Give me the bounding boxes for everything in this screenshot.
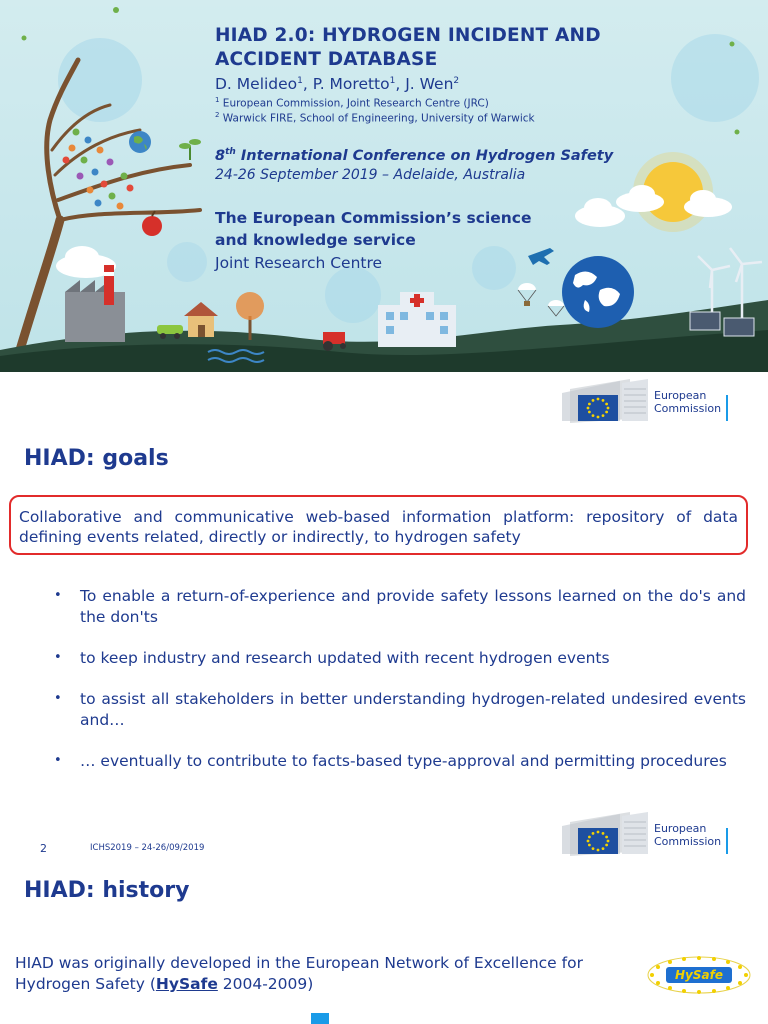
ec-logo-line1: European — [654, 822, 707, 835]
goal-definition-box: Collaborative and communicative web-based information platform: repository of data defining events related, directly or indirectly, to hydrogen safety — [9, 495, 748, 555]
goal-bullet — [52, 586, 746, 628]
title-banner — [0, 0, 768, 372]
slide-footer: ICHS2019 – 24-26/09/2019 — [90, 843, 205, 853]
ec-service-tagline: The European Commission’s science and knowledge service — [215, 209, 532, 249]
goal-text: … eventually to contribute to facts-based type-approval and permitting procedures — [80, 752, 727, 770]
affiliation-marker: 2 — [215, 111, 220, 119]
hysafe-link[interactable]: HySafe — [155, 975, 218, 993]
ec-logo-divider — [726, 828, 728, 854]
slide-number: 2 — [40, 842, 47, 855]
parachute-icon — [548, 300, 564, 316]
history-heading: HIAD: history — [24, 878, 190, 903]
jrc-label: Joint Research Centre — [215, 254, 383, 272]
bullet-icon: • — [54, 753, 62, 768]
author-name: J. Wen — [405, 75, 454, 93]
ec-logo-line2: Commission — [654, 402, 722, 415]
conference-ordinal: th — [225, 147, 236, 157]
author-name: P. Moretto — [312, 75, 390, 93]
author-name: D. Melideo — [215, 75, 298, 93]
goal-text: to keep industry and research updated with recent hydrogen events — [80, 649, 610, 667]
conference-name — [215, 147, 613, 164]
bullet-icon: • — [54, 691, 62, 706]
european-commission-logo — [560, 810, 740, 858]
affiliation-text: Warwick FIRE, School of Engineering, University of Warwick — [219, 112, 535, 125]
apple-icon — [142, 211, 162, 236]
ec-emblem-icon — [560, 377, 652, 425]
accent-square — [311, 1013, 329, 1024]
parachute-icon — [518, 283, 536, 306]
world-globe-icon — [562, 256, 634, 328]
conference-number: 8 — [215, 147, 226, 164]
affiliation-1 — [215, 96, 489, 110]
ec-logo-line2: Commission — [654, 835, 722, 848]
affiliation-text: European Commission, Joint Research Centre (JRC) — [219, 97, 489, 110]
goals-list — [52, 586, 746, 792]
hysafe-logo — [646, 955, 752, 995]
presentation-title: HIAD 2.0: HYDROGEN INCIDENT AND ACCIDENT DATABASE — [215, 25, 601, 70]
bullet-icon: • — [54, 650, 62, 665]
ec-emblem-icon — [560, 810, 652, 858]
history-text-end: 2004-2009) — [217, 975, 314, 993]
goal-bullet — [52, 689, 746, 731]
authors-line — [215, 75, 459, 93]
author-separator: , — [395, 75, 406, 93]
author-affiliation-marker: 1 — [389, 75, 396, 86]
goal-bullet — [52, 648, 746, 669]
globe-icon — [129, 131, 151, 153]
history-text-start: HIAD was originally developed in the European Network of Excellence for Hydrogen Safety ( — [15, 954, 583, 993]
ec-logo-line1: European — [654, 389, 707, 402]
hospital-icon — [378, 292, 456, 347]
affiliation-marker: 1 — [215, 96, 220, 104]
ec-logo-text — [654, 822, 721, 848]
plant-icon — [179, 139, 201, 160]
tree-dots — [63, 129, 134, 210]
goal-text: to assist all stakeholders in better understanding hydrogen-related undesired events and… — [80, 690, 746, 729]
ec-logo-text — [654, 389, 721, 415]
ec-logo-divider — [726, 395, 728, 421]
goal-text: To enable a return-of-experience and provide safety lessons learned on the do's and the don'ts — [80, 587, 746, 626]
hysafe-logo-text: HySafe — [675, 968, 723, 982]
author-affiliation-marker: 1 — [297, 75, 303, 86]
author-affiliation-marker: 2 — [453, 75, 460, 86]
goals-heading: HIAD: goals — [24, 446, 169, 471]
goal-bullet — [52, 751, 746, 772]
conference-dates: 24-26 September 2019 – Adelaide, Australia — [215, 167, 526, 183]
conference-title: International Conference on Hydrogen Safety — [235, 147, 614, 164]
history-paragraph — [15, 953, 630, 995]
house-icon — [184, 302, 218, 337]
bullet-icon: • — [54, 588, 62, 603]
affiliation-2 — [215, 111, 535, 125]
author-separator: , — [302, 75, 313, 93]
european-commission-logo — [560, 377, 740, 425]
